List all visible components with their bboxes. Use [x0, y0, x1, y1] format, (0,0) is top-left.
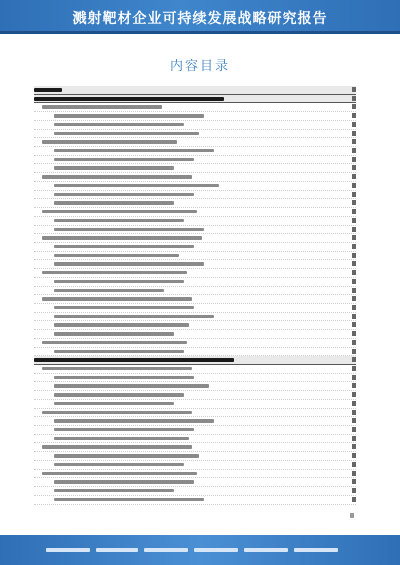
toc-entry-text — [54, 393, 184, 396]
toc-row[interactable] — [34, 234, 356, 243]
toc-entry-page — [352, 131, 356, 136]
footer-text — [194, 548, 238, 552]
table-of-contents — [34, 86, 356, 505]
toc-entry-text — [54, 454, 199, 457]
toc-entry-page — [352, 436, 356, 441]
toc-row[interactable] — [34, 443, 356, 452]
toc-row[interactable] — [34, 208, 356, 217]
toc-entry-page — [352, 349, 356, 354]
toc-entry-text — [54, 332, 174, 335]
toc-entry-text — [42, 297, 192, 300]
toc-heading: 内容目录 — [169, 59, 230, 74]
toc-entry-text — [54, 402, 174, 405]
toc-row[interactable] — [34, 147, 356, 156]
toc-entry-text — [54, 262, 204, 265]
footer-text — [96, 548, 138, 552]
toc-entry-text — [54, 219, 184, 222]
toc-entry-text — [54, 376, 194, 379]
toc-entry-text — [54, 428, 194, 431]
toc-entry-page — [352, 288, 356, 293]
toc-row[interactable] — [34, 199, 356, 208]
toc-entry-page — [352, 375, 356, 380]
toc-entry-text — [42, 175, 192, 178]
toc-entry-page — [352, 427, 356, 432]
toc-row[interactable] — [34, 103, 356, 112]
toc-entry-page — [352, 340, 356, 345]
toc-row[interactable] — [34, 400, 356, 409]
toc-entry-page — [352, 305, 356, 310]
toc-entry-page — [352, 209, 356, 214]
toc-entry-text — [42, 341, 187, 344]
toc-row[interactable] — [34, 435, 356, 444]
toc-entry-page — [352, 244, 356, 249]
toc-row[interactable] — [34, 409, 356, 418]
toc-row[interactable] — [34, 164, 356, 173]
toc-row[interactable] — [34, 182, 356, 191]
toc-entry-page — [352, 401, 356, 406]
toc-entry-text — [42, 105, 162, 108]
toc-entry-text — [54, 114, 204, 117]
toc-row[interactable] — [34, 295, 356, 304]
toc-row[interactable] — [34, 243, 356, 252]
header-banner — [0, 0, 400, 34]
toc-row[interactable] — [34, 417, 356, 426]
toc-entry-text — [42, 236, 202, 239]
toc-entry-page — [352, 471, 356, 476]
toc-entry-page — [352, 331, 356, 336]
toc-entry-text — [54, 350, 184, 353]
toc-entry-page — [352, 357, 356, 362]
toc-row[interactable] — [34, 260, 356, 269]
toc-row[interactable] — [34, 252, 356, 261]
toc-entry-page — [352, 200, 356, 205]
footer-text — [294, 548, 338, 552]
toc-row[interactable] — [34, 138, 356, 147]
toc-entry-text — [42, 367, 192, 370]
toc-entry-page — [352, 418, 356, 423]
toc-row[interactable] — [34, 304, 356, 313]
toc-entry-text — [42, 411, 192, 414]
toc-row[interactable] — [34, 321, 356, 330]
toc-row[interactable] — [34, 470, 356, 479]
toc-row[interactable] — [34, 452, 356, 461]
toc-entry-text — [42, 445, 192, 448]
toc-row[interactable] — [34, 365, 356, 374]
toc-entry-page — [352, 279, 356, 284]
toc-row[interactable] — [34, 112, 356, 121]
toc-row[interactable] — [34, 330, 356, 339]
toc-entry-text — [54, 228, 204, 231]
toc-entry-page — [352, 314, 356, 319]
toc-entry-page — [352, 139, 356, 144]
toc-entry-text — [42, 271, 187, 274]
toc-entry-page — [352, 96, 356, 101]
toc-entry-page — [352, 488, 356, 493]
toc-row[interactable] — [34, 374, 356, 383]
toc-entry-text — [34, 88, 62, 92]
toc-entry-page — [352, 227, 356, 232]
toc-entry-text — [34, 97, 224, 101]
toc-entry-page — [352, 192, 356, 197]
toc-row[interactable] — [34, 487, 356, 496]
toc-row[interactable] — [34, 217, 356, 226]
toc-entry-text — [42, 210, 197, 213]
toc-entry-page — [352, 104, 356, 109]
toc-row[interactable] — [34, 269, 356, 278]
document-title: 溅射靶材企业可持续发展战略研究报告 — [72, 11, 328, 27]
toc-entry-text — [54, 254, 179, 257]
toc-row[interactable] — [34, 339, 356, 348]
toc-entry-page — [352, 296, 356, 301]
toc-entry-page — [352, 113, 356, 118]
toc-entry-text — [54, 419, 214, 422]
toc-entry-text — [54, 245, 194, 248]
toc-entry-text — [54, 201, 174, 204]
toc-entry-page — [352, 122, 356, 127]
toc-row[interactable] — [34, 313, 356, 322]
toc-row[interactable] — [34, 121, 356, 130]
toc-entry-page — [352, 165, 356, 170]
toc-entry-text — [54, 384, 209, 387]
toc-row[interactable] — [34, 461, 356, 470]
toc-row[interactable] — [34, 426, 356, 435]
toc-entry-text — [54, 184, 219, 187]
toc-entry-text — [54, 158, 194, 161]
toc-entry-text — [54, 149, 214, 152]
toc-row[interactable] — [34, 391, 356, 400]
toc-entry-text — [54, 315, 214, 318]
toc-entry-text — [54, 132, 199, 135]
toc-row[interactable] — [34, 287, 356, 296]
toc-entry-page — [352, 410, 356, 415]
toc-row[interactable] — [34, 226, 356, 235]
page-number — [350, 513, 354, 518]
toc-entry-page — [352, 261, 356, 266]
toc-entry-page — [352, 183, 356, 188]
toc-chapter-row[interactable] — [34, 95, 356, 104]
toc-entry-page — [352, 87, 356, 92]
toc-entry-page — [352, 253, 356, 258]
toc-row[interactable] — [34, 173, 356, 182]
toc-entry-text — [54, 480, 194, 483]
toc-chapter-row[interactable] — [34, 86, 356, 95]
toc-entry-text — [42, 472, 197, 475]
toc-entry-text — [54, 166, 174, 169]
toc-entry-text — [54, 323, 189, 326]
toc-entry-page — [352, 383, 356, 388]
toc-chapter-row[interactable] — [34, 356, 356, 365]
toc-entry-page — [352, 322, 356, 327]
toc-entry-text — [42, 140, 177, 143]
toc-entry-text — [54, 193, 194, 196]
footer-text — [144, 548, 188, 552]
toc-entry-page — [352, 444, 356, 449]
toc-entry-page — [352, 235, 356, 240]
toc-row[interactable] — [34, 478, 356, 487]
toc-row[interactable] — [34, 278, 356, 287]
footer-banner — [0, 535, 400, 565]
toc-entry-text — [54, 437, 189, 440]
footer-text — [244, 548, 288, 552]
toc-entry-page — [352, 218, 356, 223]
toc-row[interactable] — [34, 156, 356, 165]
toc-row[interactable] — [34, 130, 356, 139]
toc-entry-page — [352, 148, 356, 153]
toc-entry-text — [34, 358, 234, 362]
toc-entry-text — [54, 306, 194, 309]
toc-entry-page — [352, 462, 356, 467]
toc-entry-text — [54, 289, 164, 292]
toc-row[interactable] — [34, 382, 356, 391]
toc-entry-page — [352, 497, 356, 502]
toc-entry-text — [54, 123, 184, 126]
toc-entry-page — [352, 392, 356, 397]
toc-entry-page — [352, 453, 356, 458]
toc-entry-text — [54, 489, 174, 492]
toc-entry-page — [352, 174, 356, 179]
toc-entry-page — [352, 479, 356, 484]
toc-entry-page — [352, 157, 356, 162]
toc-entry-page — [352, 366, 356, 371]
toc-entry-page — [352, 270, 356, 275]
toc-row[interactable] — [34, 348, 356, 357]
toc-entry-text — [54, 498, 204, 501]
toc-row[interactable] — [34, 191, 356, 200]
toc-entry-text — [54, 280, 184, 283]
toc-row[interactable] — [34, 496, 356, 505]
toc-entry-text — [54, 463, 184, 466]
footer-text — [46, 548, 90, 552]
